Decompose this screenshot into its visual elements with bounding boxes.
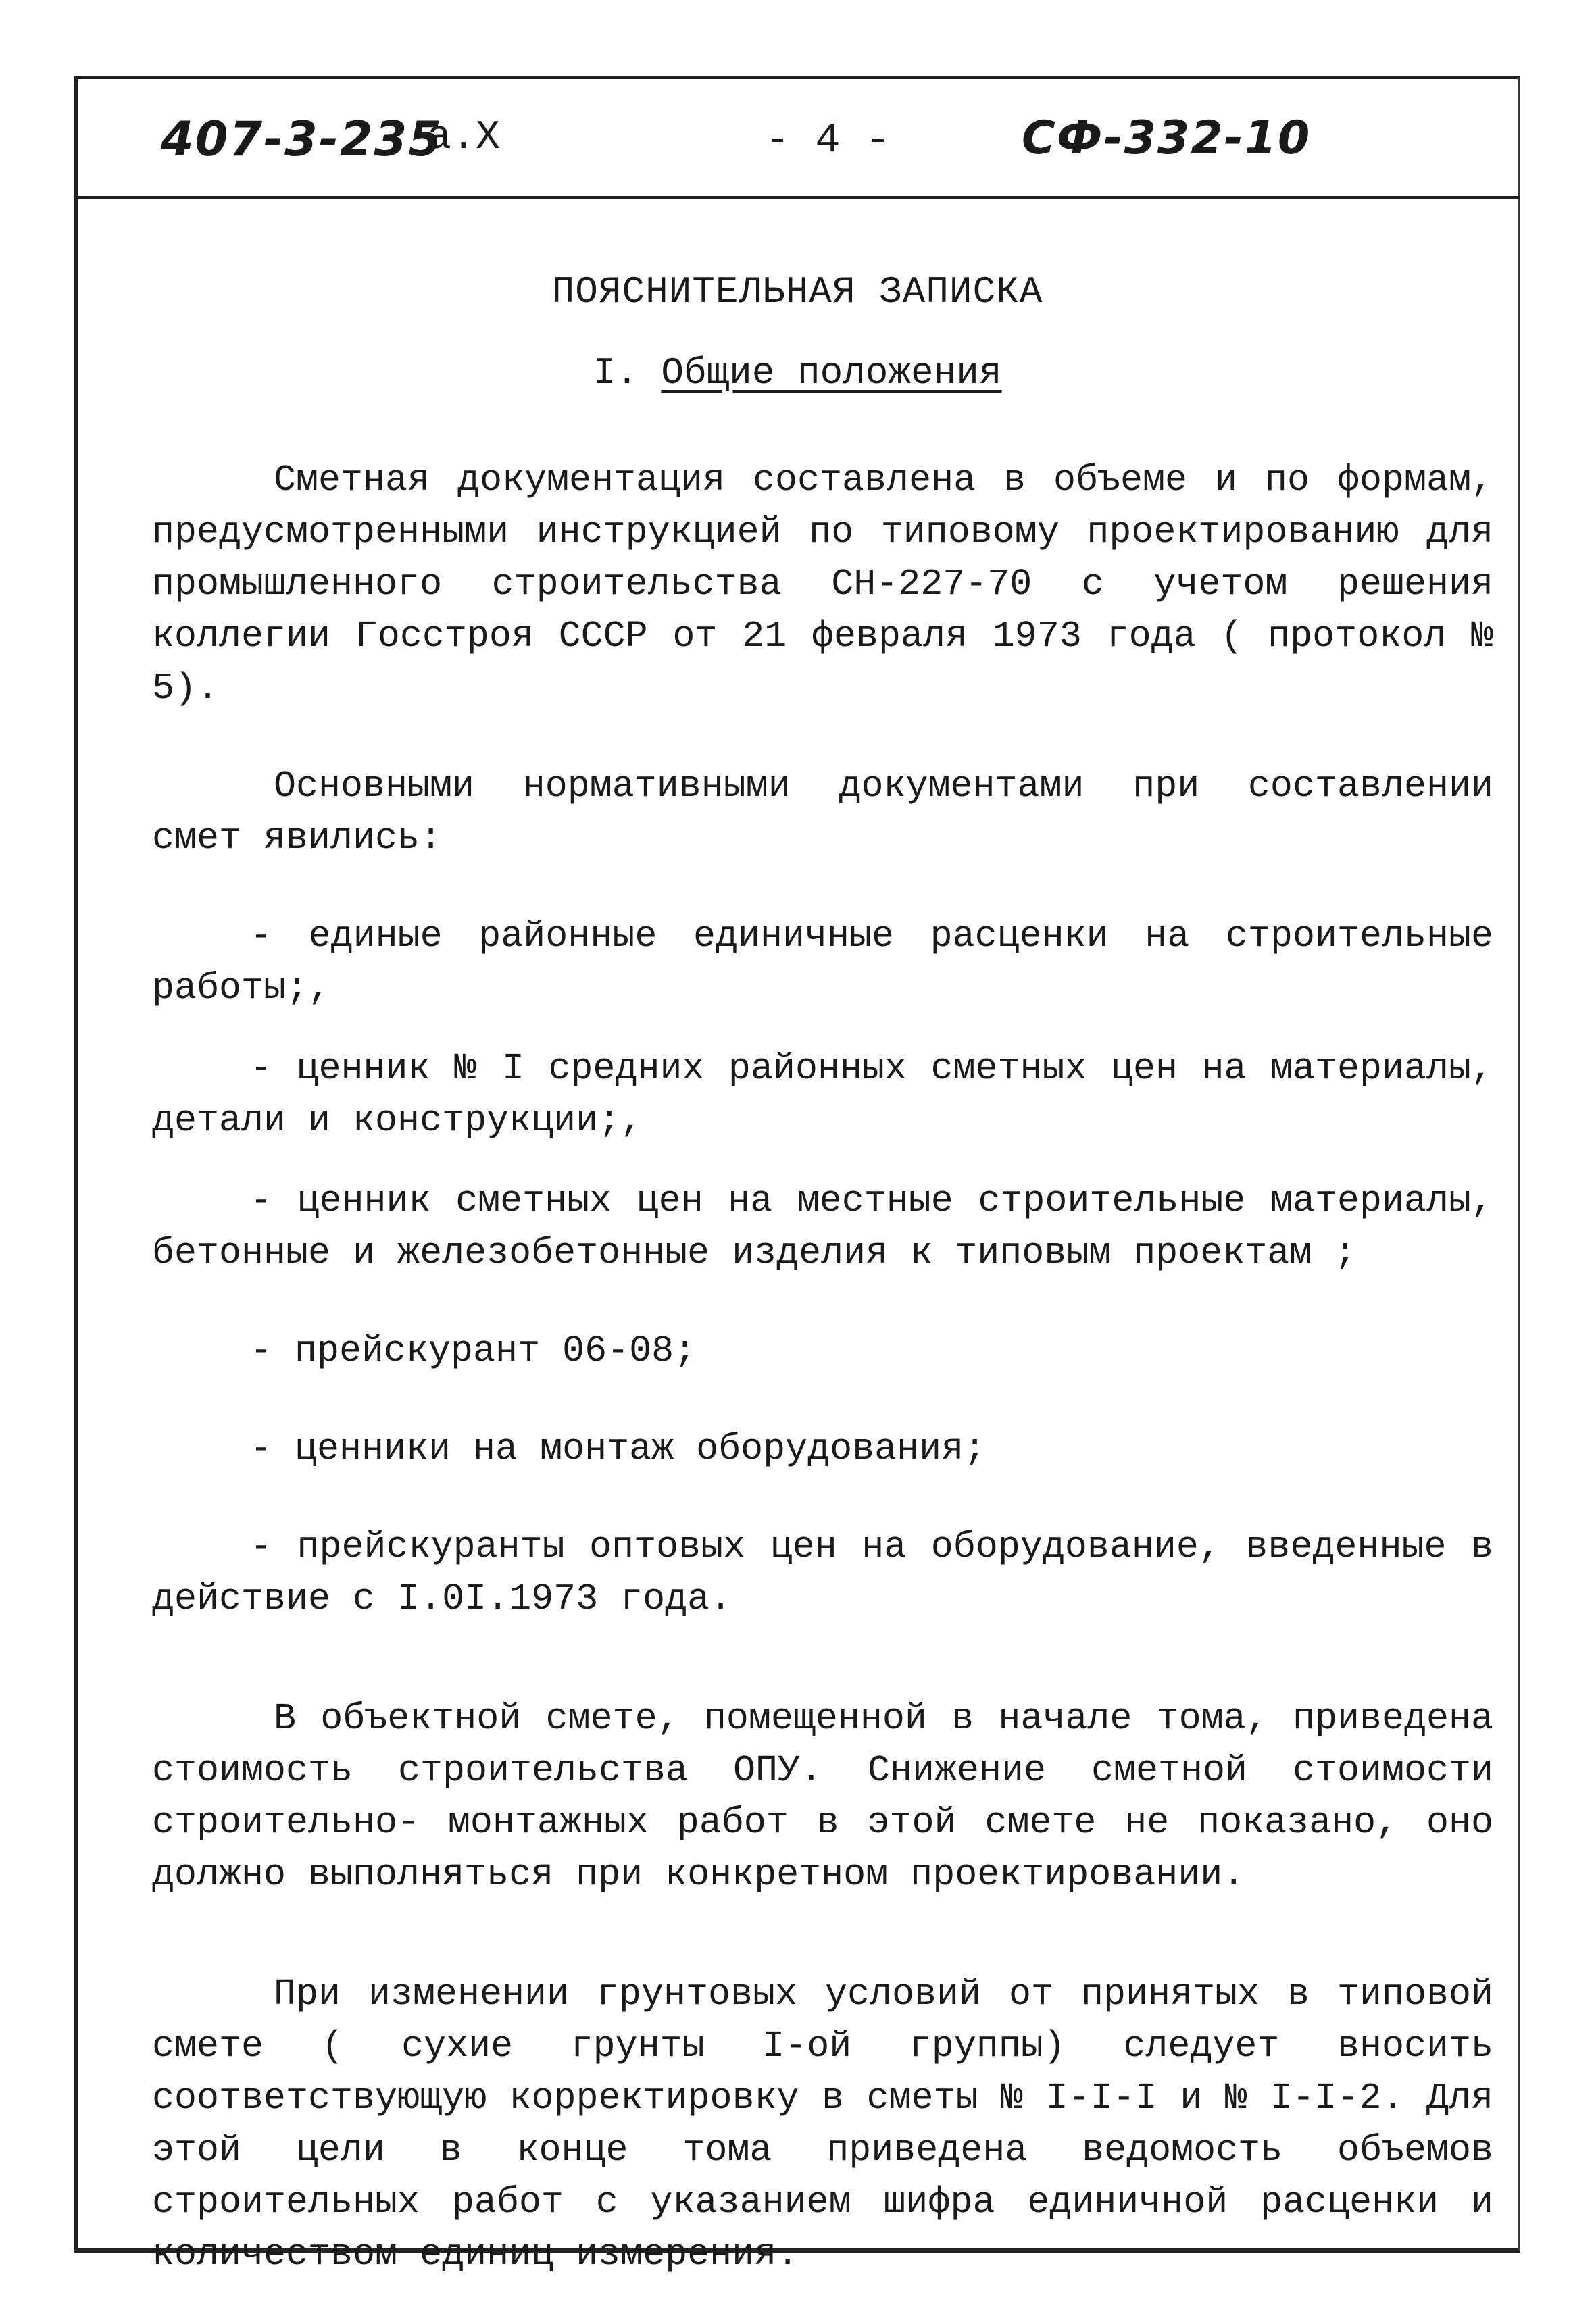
header-divider [74,196,1520,199]
body-text [152,454,1493,2280]
paragraph-intro: Сметная документация составлена в объеме и по формам, предусмотренными инструкцией по типовому проектированию для промышленного строительства СН-227-70 с учетом решения коллегии Госстроя СССР от 21 февраля 1973 года ( протокол № 5). [152,459,1493,709]
section-number: I. [593,351,639,395]
list-item: - ценник № I средних районных сметных цен на материалы, детали и конструкции;, [152,1047,1493,1142]
page-title: ПОЯСНИТЕЛЬНАЯ ЗАПИСКА [551,270,1043,313]
list-item: - ценник сметных цен на местные строительные материалы, бетонные и железобетонные изделия к типовым проектам ; [152,1180,1493,1274]
paragraph-soil-conditions: При изменении грунтовых условий от принятых в типовой смете ( сухие грунты I-ой группы) следует вносить соответствующую корректировку в сметы № I-I-I и № I-I-2. Для этой цели в конце тома приведена ведомость объемов строительных работ с указанием шифра единичной расценки и количеством единиц измерения. [152,1973,1493,2275]
list-item: - единые районные единичные расценки на строительные работы;, [152,915,1493,1009]
series-code: СФ-332-10 [1022,111,1312,165]
section-heading [74,351,1520,395]
section-title: Общие положения [661,351,1002,395]
list-item: - прейскуранты оптовых цен на оборудование, введенные в действие с I.0I.1973 года. [152,1526,1493,1620]
list-item: - ценники на монтаж оборудования; [250,1428,987,1470]
paragraph-normative: Основными нормативными документами при составлении смет явились: [152,765,1493,859]
page-number: - 4 - [765,116,891,164]
paragraph-object-estimate: В объектной смете, помещенной в начале тома, приведена стоимость строительства ОПУ. Снижение сметной стоимости строительно- монтажных работ в этой смете не показано, оно должно выполняться при конкретном проектировании. [152,1697,1493,1896]
list-item: - прейскурант 06-08; [250,1330,697,1372]
document-code: 407-3-235 [161,111,443,167]
sheet-label: а.Х [427,115,501,161]
